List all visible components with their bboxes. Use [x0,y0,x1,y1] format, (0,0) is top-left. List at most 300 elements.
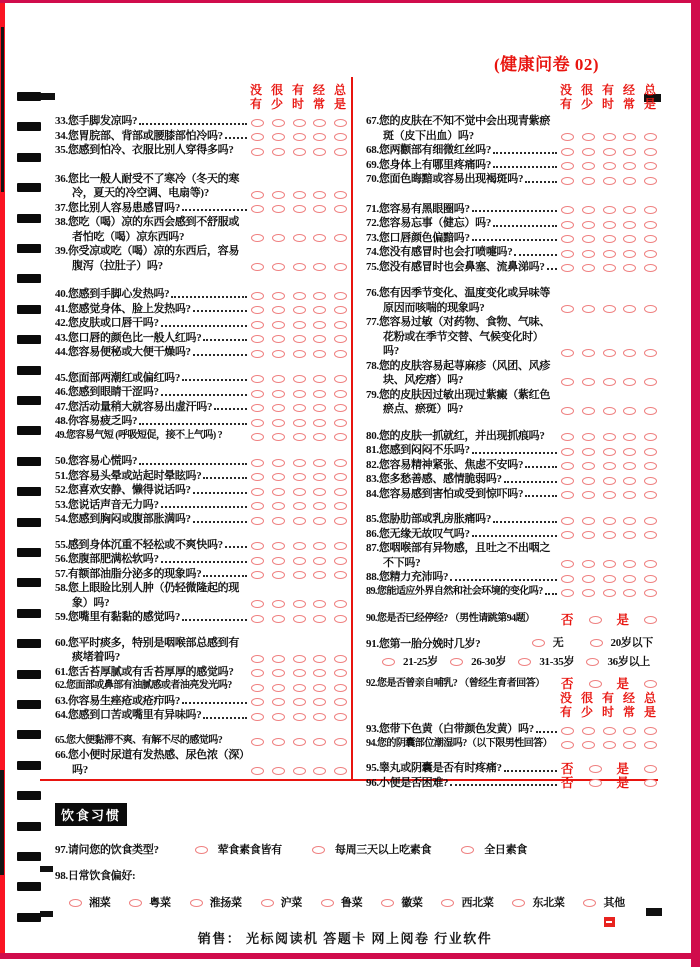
answer-bubble[interactable] [582,575,595,583]
answer-bubble[interactable] [603,433,616,441]
answer-bubble[interactable] [582,177,595,185]
answer-bubble[interactable] [313,600,326,608]
answer-bubble[interactable] [644,531,657,539]
answer-bubble[interactable] [313,738,326,746]
answer-bubble[interactable] [603,305,616,313]
answer-bubble[interactable] [313,350,326,358]
answer-bubble[interactable] [644,741,657,749]
answer-bubble[interactable] [313,459,326,467]
answer-bubble[interactable] [644,589,657,597]
answer-bubble[interactable] [272,191,285,199]
answer-bubble[interactable] [272,669,285,677]
answer-bubble[interactable] [582,462,595,470]
answer-bubble[interactable] [623,560,636,568]
answer-bubble[interactable] [582,264,595,272]
answer-bubble[interactable] [561,177,574,185]
answer-bubble[interactable] [582,531,595,539]
answer-bubble[interactable] [450,658,463,666]
answer-bubble[interactable] [293,542,306,550]
answer-bubble[interactable] [293,600,306,608]
answer-bubble[interactable] [334,148,347,156]
answer-bubble[interactable] [293,191,306,199]
answer-bubble[interactable] [251,488,264,496]
answer-bubble[interactable] [313,321,326,329]
answer-bubble[interactable] [461,846,474,854]
answer-bubble[interactable] [272,600,285,608]
answer-bubble[interactable] [623,250,636,258]
answer-bubble[interactable] [582,407,595,415]
answer-bubble[interactable] [334,684,347,692]
answer-bubble[interactable] [603,589,616,597]
answer-bubble[interactable] [251,321,264,329]
answer-bubble[interactable] [561,162,574,170]
answer-bubble[interactable] [561,477,574,485]
answer-bubble[interactable] [251,542,264,550]
answer-bubble[interactable] [334,335,347,343]
answer-bubble[interactable] [251,390,264,398]
answer-bubble[interactable] [293,433,306,441]
answer-bubble[interactable] [313,191,326,199]
answer-bubble[interactable] [623,148,636,156]
answer-bubble[interactable] [313,698,326,706]
answer-bubble[interactable] [603,462,616,470]
answer-bubble[interactable] [644,779,657,787]
answer-bubble[interactable] [561,491,574,499]
answer-bubble[interactable] [561,133,574,141]
answer-bubble[interactable] [603,517,616,525]
answer-bubble[interactable] [334,542,347,550]
answer-bubble[interactable] [561,433,574,441]
answer-bubble[interactable] [293,335,306,343]
answer-bubble[interactable] [272,698,285,706]
answer-bubble[interactable] [334,191,347,199]
answer-bubble[interactable] [272,571,285,579]
answer-bubble[interactable] [334,517,347,525]
answer-bubble[interactable] [313,292,326,300]
answer-bubble[interactable] [334,390,347,398]
answer-bubble[interactable] [69,899,82,907]
answer-bubble[interactable] [603,741,616,749]
answer-bubble[interactable] [312,846,325,854]
answer-bubble[interactable] [293,205,306,213]
answer-bubble[interactable] [561,148,574,156]
answer-bubble[interactable] [623,349,636,357]
answer-bubble[interactable] [313,148,326,156]
answer-bubble[interactable] [334,306,347,314]
answer-bubble[interactable] [272,148,285,156]
answer-bubble[interactable] [251,459,264,467]
answer-bubble[interactable] [313,502,326,510]
answer-bubble[interactable] [623,378,636,386]
answer-bubble[interactable] [582,250,595,258]
answer-bubble[interactable] [251,557,264,565]
answer-bubble[interactable] [251,713,264,721]
answer-bubble[interactable] [293,767,306,775]
answer-bubble[interactable] [313,517,326,525]
answer-bubble[interactable] [334,350,347,358]
answer-bubble[interactable] [623,206,636,214]
answer-bubble[interactable] [561,206,574,214]
answer-bubble[interactable] [334,767,347,775]
answer-bubble[interactable] [582,349,595,357]
answer-bubble[interactable] [561,264,574,272]
answer-bubble[interactable] [195,846,208,854]
answer-bubble[interactable] [441,899,454,907]
answer-bubble[interactable] [251,473,264,481]
answer-bubble[interactable] [582,433,595,441]
answer-bubble[interactable] [334,669,347,677]
answer-bubble[interactable] [251,404,264,412]
answer-bubble[interactable] [590,639,603,647]
answer-bubble[interactable] [582,235,595,243]
answer-bubble[interactable] [293,473,306,481]
answer-bubble[interactable] [334,738,347,746]
answer-bubble[interactable] [583,899,596,907]
answer-bubble[interactable] [589,616,602,624]
answer-bubble[interactable] [582,560,595,568]
answer-bubble[interactable] [313,335,326,343]
answer-bubble[interactable] [623,575,636,583]
answer-bubble[interactable] [272,404,285,412]
answer-bubble[interactable] [313,404,326,412]
answer-bubble[interactable] [251,600,264,608]
answer-bubble[interactable] [623,305,636,313]
answer-bubble[interactable] [603,560,616,568]
answer-bubble[interactable] [589,779,602,787]
answer-bubble[interactable] [334,557,347,565]
answer-bubble[interactable] [293,738,306,746]
answer-bubble[interactable] [582,133,595,141]
answer-bubble[interactable] [561,221,574,229]
answer-bubble[interactable] [272,738,285,746]
answer-bubble[interactable] [272,655,285,663]
answer-bubble[interactable] [623,235,636,243]
answer-bubble[interactable] [293,488,306,496]
answer-bubble[interactable] [623,448,636,456]
answer-bubble[interactable] [561,531,574,539]
answer-bubble[interactable] [623,264,636,272]
answer-bubble[interactable] [561,741,574,749]
answer-bubble[interactable] [561,378,574,386]
answer-bubble[interactable] [293,669,306,677]
answer-bubble[interactable] [313,390,326,398]
answer-bubble[interactable] [272,321,285,329]
answer-bubble[interactable] [561,448,574,456]
answer-bubble[interactable] [313,306,326,314]
answer-bubble[interactable] [251,234,264,242]
answer-bubble[interactable] [293,698,306,706]
answer-bubble[interactable] [293,419,306,427]
answer-bubble[interactable] [272,205,285,213]
answer-bubble[interactable] [251,263,264,271]
answer-bubble[interactable] [251,375,264,383]
answer-bubble[interactable] [251,335,264,343]
answer-bubble[interactable] [251,133,264,141]
answer-bubble[interactable] [313,557,326,565]
answer-bubble[interactable] [603,177,616,185]
answer-bubble[interactable] [334,292,347,300]
answer-bubble[interactable] [644,349,657,357]
answer-bubble[interactable] [293,404,306,412]
answer-bubble[interactable] [603,264,616,272]
answer-bubble[interactable] [293,306,306,314]
answer-bubble[interactable] [644,477,657,485]
answer-bubble[interactable] [272,502,285,510]
answer-bubble[interactable] [561,560,574,568]
answer-bubble[interactable] [251,148,264,156]
answer-bubble[interactable] [334,205,347,213]
answer-bubble[interactable] [313,571,326,579]
answer-bubble[interactable] [272,292,285,300]
answer-bubble[interactable] [644,148,657,156]
answer-bubble[interactable] [313,615,326,623]
answer-bubble[interactable] [313,713,326,721]
answer-bubble[interactable] [582,491,595,499]
answer-bubble[interactable] [644,264,657,272]
answer-bubble[interactable] [582,589,595,597]
answer-bubble[interactable] [293,390,306,398]
answer-bubble[interactable] [334,375,347,383]
answer-bubble[interactable] [623,462,636,470]
answer-bubble[interactable] [251,419,264,427]
answer-bubble[interactable] [623,162,636,170]
answer-bubble[interactable] [644,616,657,624]
answer-bubble[interactable] [293,615,306,623]
answer-bubble[interactable] [293,234,306,242]
answer-bubble[interactable] [272,119,285,127]
answer-bubble[interactable] [561,589,574,597]
answer-bubble[interactable] [603,531,616,539]
answer-bubble[interactable] [293,517,306,525]
answer-bubble[interactable] [582,206,595,214]
answer-bubble[interactable] [603,727,616,735]
answer-bubble[interactable] [334,713,347,721]
answer-bubble[interactable] [251,433,264,441]
answer-bubble[interactable] [334,263,347,271]
answer-bubble[interactable] [603,378,616,386]
answer-bubble[interactable] [582,517,595,525]
answer-bubble[interactable] [272,390,285,398]
answer-bubble[interactable] [586,658,599,666]
answer-bubble[interactable] [334,698,347,706]
answer-bubble[interactable] [623,589,636,597]
answer-bubble[interactable] [272,459,285,467]
answer-bubble[interactable] [272,234,285,242]
answer-bubble[interactable] [644,378,657,386]
answer-bubble[interactable] [623,407,636,415]
answer-bubble[interactable] [623,517,636,525]
answer-bubble[interactable] [561,305,574,313]
answer-bubble[interactable] [561,517,574,525]
answer-bubble[interactable] [644,575,657,583]
answer-bubble[interactable] [382,658,395,666]
answer-bubble[interactable] [313,488,326,496]
answer-bubble[interactable] [272,375,285,383]
answer-bubble[interactable] [293,350,306,358]
answer-bubble[interactable] [272,684,285,692]
answer-bubble[interactable] [561,727,574,735]
answer-bubble[interactable] [532,639,545,647]
answer-bubble[interactable] [603,407,616,415]
answer-bubble[interactable] [603,235,616,243]
answer-bubble[interactable] [293,133,306,141]
answer-bubble[interactable] [644,680,657,688]
answer-bubble[interactable] [272,557,285,565]
answer-bubble[interactable] [313,205,326,213]
answer-bubble[interactable] [603,133,616,141]
answer-bubble[interactable] [272,263,285,271]
answer-bubble[interactable] [582,477,595,485]
answer-bubble[interactable] [272,615,285,623]
answer-bubble[interactable] [251,205,264,213]
answer-bubble[interactable] [334,571,347,579]
answer-bubble[interactable] [313,684,326,692]
answer-bubble[interactable] [293,321,306,329]
answer-bubble[interactable] [272,335,285,343]
answer-bubble[interactable] [644,560,657,568]
answer-bubble[interactable] [561,462,574,470]
answer-bubble[interactable] [623,433,636,441]
answer-bubble[interactable] [623,741,636,749]
answer-bubble[interactable] [603,206,616,214]
answer-bubble[interactable] [293,375,306,383]
answer-bubble[interactable] [334,234,347,242]
answer-bubble[interactable] [334,600,347,608]
answer-bubble[interactable] [644,433,657,441]
answer-bubble[interactable] [518,658,531,666]
answer-bubble[interactable] [561,407,574,415]
answer-bubble[interactable] [582,378,595,386]
answer-bubble[interactable] [251,292,264,300]
answer-bubble[interactable] [603,491,616,499]
answer-bubble[interactable] [293,263,306,271]
answer-bubble[interactable] [644,462,657,470]
answer-bubble[interactable] [603,477,616,485]
answer-bubble[interactable] [512,899,525,907]
answer-bubble[interactable] [293,684,306,692]
answer-bubble[interactable] [334,615,347,623]
answer-bubble[interactable] [272,473,285,481]
answer-bubble[interactable] [623,133,636,141]
answer-bubble[interactable] [313,473,326,481]
answer-bubble[interactable] [334,119,347,127]
answer-bubble[interactable] [644,448,657,456]
answer-bubble[interactable] [293,119,306,127]
answer-bubble[interactable] [251,655,264,663]
answer-bubble[interactable] [272,306,285,314]
answer-bubble[interactable] [321,899,334,907]
answer-bubble[interactable] [272,433,285,441]
answer-bubble[interactable] [293,655,306,663]
answer-bubble[interactable] [313,375,326,383]
answer-bubble[interactable] [313,119,326,127]
answer-bubble[interactable] [293,292,306,300]
answer-bubble[interactable] [293,571,306,579]
answer-bubble[interactable] [261,899,274,907]
answer-bubble[interactable] [582,148,595,156]
answer-bubble[interactable] [251,738,264,746]
answer-bubble[interactable] [334,433,347,441]
answer-bubble[interactable] [644,407,657,415]
answer-bubble[interactable] [334,473,347,481]
answer-bubble[interactable] [272,542,285,550]
answer-bubble[interactable] [644,206,657,214]
answer-bubble[interactable] [603,221,616,229]
answer-bubble[interactable] [272,488,285,496]
answer-bubble[interactable] [272,517,285,525]
answer-bubble[interactable] [644,305,657,313]
answer-bubble[interactable] [190,899,203,907]
answer-bubble[interactable] [251,517,264,525]
answer-bubble[interactable] [293,148,306,156]
answer-bubble[interactable] [582,727,595,735]
answer-bubble[interactable] [623,221,636,229]
answer-bubble[interactable] [272,350,285,358]
answer-bubble[interactable] [582,221,595,229]
answer-bubble[interactable] [623,177,636,185]
answer-bubble[interactable] [582,741,595,749]
answer-bubble[interactable] [623,727,636,735]
answer-bubble[interactable] [589,765,602,773]
answer-bubble[interactable] [251,571,264,579]
answer-bubble[interactable] [603,575,616,583]
answer-bubble[interactable] [589,680,602,688]
answer-bubble[interactable] [334,502,347,510]
answer-bubble[interactable] [623,531,636,539]
answer-bubble[interactable] [313,655,326,663]
answer-bubble[interactable] [313,133,326,141]
answer-bubble[interactable] [293,557,306,565]
answer-bubble[interactable] [313,234,326,242]
answer-bubble[interactable] [293,713,306,721]
answer-bubble[interactable] [272,133,285,141]
answer-bubble[interactable] [603,349,616,357]
answer-bubble[interactable] [272,419,285,427]
answer-bubble[interactable] [644,491,657,499]
answer-bubble[interactable] [644,221,657,229]
answer-bubble[interactable] [561,349,574,357]
answer-bubble[interactable] [129,899,142,907]
answer-bubble[interactable] [561,575,574,583]
answer-bubble[interactable] [644,133,657,141]
answer-bubble[interactable] [313,263,326,271]
answer-bubble[interactable] [603,148,616,156]
answer-bubble[interactable] [334,655,347,663]
answer-bubble[interactable] [251,767,264,775]
answer-bubble[interactable] [293,459,306,467]
answer-bubble[interactable] [561,250,574,258]
answer-bubble[interactable] [623,491,636,499]
answer-bubble[interactable] [561,235,574,243]
answer-bubble[interactable] [313,419,326,427]
answer-bubble[interactable] [603,250,616,258]
answer-bubble[interactable] [251,684,264,692]
answer-bubble[interactable] [272,713,285,721]
answer-bubble[interactable] [582,162,595,170]
answer-bubble[interactable] [644,235,657,243]
answer-bubble[interactable] [251,191,264,199]
answer-bubble[interactable] [603,162,616,170]
answer-bubble[interactable] [644,162,657,170]
answer-bubble[interactable] [644,517,657,525]
answer-bubble[interactable] [251,698,264,706]
answer-bubble[interactable] [251,350,264,358]
answer-bubble[interactable] [334,133,347,141]
answer-bubble[interactable] [313,433,326,441]
answer-bubble[interactable] [644,177,657,185]
answer-bubble[interactable] [582,305,595,313]
answer-bubble[interactable] [313,767,326,775]
